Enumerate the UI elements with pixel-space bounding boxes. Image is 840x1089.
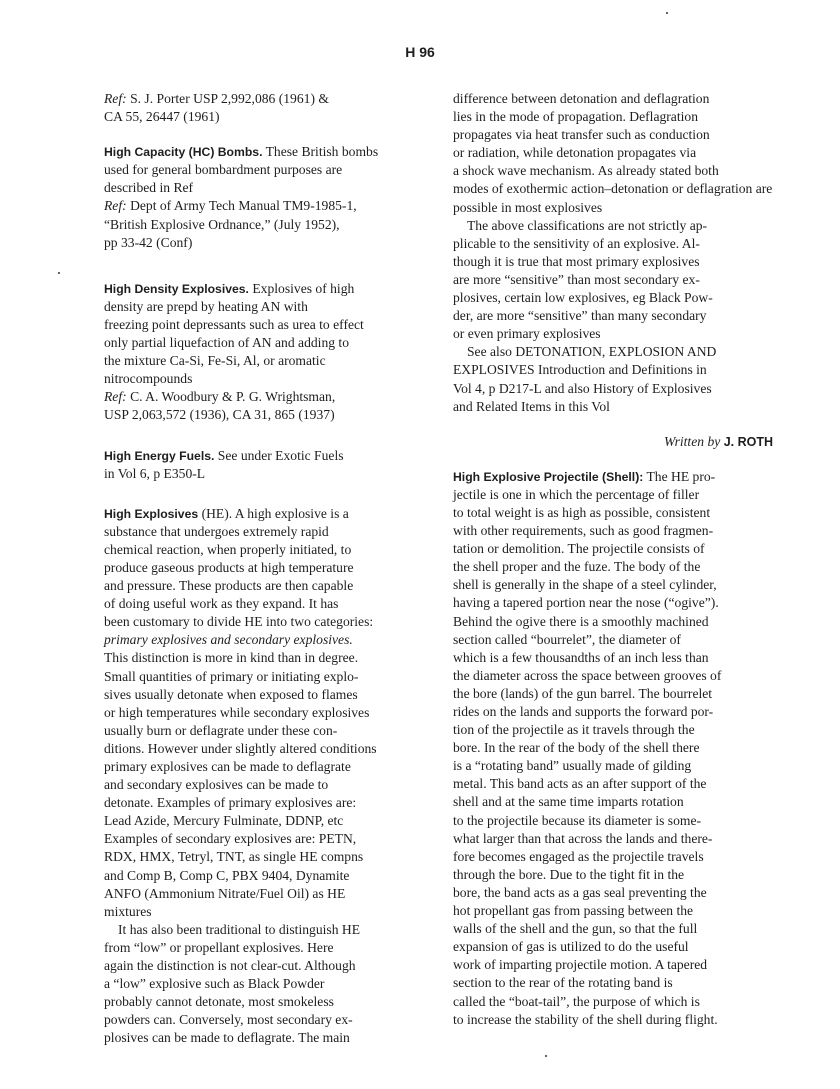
ref-label: Ref: xyxy=(104,389,127,405)
left-column xyxy=(104,90,430,1065)
text-line: These British bombs xyxy=(265,144,379,160)
text-line: density are prepd by heating AN with xyxy=(104,298,308,314)
text-line: USP 2,063,572 (1936), CA 31, 865 (1937) xyxy=(104,407,335,423)
text-line: (HE). A high explosive is a xyxy=(201,505,349,521)
text-line: walls of the shell and the gun, so that the full xyxy=(453,921,698,937)
text-line: and Related Items in this Vol xyxy=(453,398,610,414)
text-line: plosives, certain low explosives, eg Black Pow- xyxy=(453,290,713,306)
text-line: freezing point depressants such as urea to effect xyxy=(104,316,364,332)
text-line: are more “sensitive” than most secondary ex- xyxy=(453,271,700,287)
high-explosives-entry xyxy=(104,505,430,1048)
page-number: H 96 xyxy=(405,44,435,60)
text-line: to total weight is as high as possible, consistent xyxy=(453,504,711,520)
text-line: It has also been traditional to distinguish HE xyxy=(118,921,361,937)
text-line: with other requirements, such as good fragmen- xyxy=(453,523,714,539)
text-line: produce gaseous products at high temperature xyxy=(104,559,354,575)
byline-author: J. ROTH xyxy=(723,434,773,449)
text-line: having a tapered portion near the nose (“ogive”). xyxy=(453,595,719,611)
ref-label: Ref: xyxy=(104,198,127,214)
text-line: of doing useful work as they expand. It has xyxy=(104,596,339,612)
text-line: or high temperatures while secondary explosives xyxy=(104,704,370,720)
text-line: shell and at the same time imparts rotation xyxy=(453,794,684,810)
scan-speck xyxy=(666,12,668,14)
text-line: again the distinction is not clear-cut. Although xyxy=(104,958,356,974)
text-line: sives usually detonate when exposed to flames xyxy=(104,686,358,702)
text-line: substance that undergoes extremely rapid xyxy=(104,523,329,539)
text-line: ditions. However under slightly altered conditions xyxy=(104,740,377,756)
entry-heading: High Capacity (HC) Bombs. xyxy=(104,145,263,160)
text-line: Dept of Army Tech Manual TM9-1985-1, xyxy=(130,198,357,214)
text-line: Lead Azide, Mercury Fulminate, DDNP, etc xyxy=(104,813,344,829)
text-line: usually burn or deflagrate under these con- xyxy=(104,722,338,738)
text-line: ANFO (Ammonium Nitrate/Fuel Oil) as HE xyxy=(104,885,346,901)
text-line: powders can. Conversely, most secondary ex- xyxy=(104,1012,353,1028)
text-line: This distinction is more in kind than in degree. xyxy=(104,650,359,666)
text-line: The above classifications are not strictly ap- xyxy=(467,217,708,233)
text-line: rides on the lands and supports the forward por- xyxy=(453,704,714,719)
text-line: bore. In the rear of the body of the shell there xyxy=(453,740,700,756)
text-line: “British Explosive Ordnance,” (July 1952), xyxy=(104,216,340,232)
text-line: hot propellant gas from passing between the xyxy=(453,903,694,919)
text-line: the diameter across the space between grooves of xyxy=(453,667,722,683)
he-fuels-entry xyxy=(104,447,430,483)
text-line: Explosives of high xyxy=(252,280,355,296)
text-line: The HE pro- xyxy=(646,468,716,484)
text-line: C. A. Woodbury & P. G. Wrightsman, xyxy=(130,389,336,405)
text-line: work of imparting projectile motion. A tapered xyxy=(453,957,708,973)
text-line: mixtures xyxy=(104,903,152,919)
hd-explosives-entry xyxy=(104,280,430,425)
text-line: metal. This band acts as an after support of the xyxy=(453,776,707,792)
text-line: detonate. Examples of primary explosives are: xyxy=(104,795,357,811)
text-line: Behind the ogive there is a smoothly machined xyxy=(453,613,709,629)
ref-label: Ref: xyxy=(104,91,127,106)
text-line: what larger than that across the lands and there- xyxy=(453,830,713,846)
high-explosives-continuation xyxy=(453,90,773,416)
text-line: der, are more “sensitive” than many secondary xyxy=(453,308,707,324)
author-byline xyxy=(453,433,773,451)
text-line: from “low” or propellant explosives. Here xyxy=(104,939,334,955)
text-line: the bore (lands) of the gun barrel. The bourrelet xyxy=(453,685,713,701)
text-line: plosives can be made to deflagrate. The main xyxy=(104,1030,350,1046)
text-line: fore becomes engaged as the projectile travels xyxy=(453,848,704,864)
text-line: or radiation, while detonation propagates via xyxy=(453,145,697,161)
text-line: lies in the mode of propagation. Deflagration xyxy=(453,109,698,125)
text-line: and secondary explosives can be made to xyxy=(104,777,329,793)
entry-heading: High Explosive Projectile (Shell): xyxy=(453,469,644,484)
text-line: shell is generally in the shape of a steel cylinder, xyxy=(453,577,717,593)
text-line: pp 33-42 (Conf) xyxy=(104,234,193,250)
text-line: jectile is one in which the percentage of filler xyxy=(453,486,700,502)
text-line: EXPLOSIVES Introduction and Definitions in xyxy=(453,362,707,378)
text-line: the mixture Ca-Si, Fe-Si, Al, or aromatic xyxy=(104,353,326,369)
scan-speck xyxy=(545,1055,547,1057)
text-line: in Vol 6, p E350-L xyxy=(104,465,206,481)
text-line: possible in most explosives xyxy=(453,199,603,215)
text-line: described in Ref xyxy=(104,180,194,196)
text-line: S. J. Porter USP 2,992,086 (1961) & xyxy=(130,91,329,106)
text-line: a shock wave mechanism. As already stated both xyxy=(453,163,719,179)
text-line: nitrocompounds xyxy=(104,371,193,387)
text-line: or even primary explosives xyxy=(453,326,601,342)
text-line: called the “boat-tail”, the purpose of which is xyxy=(453,993,700,1009)
hc-bombs-entry xyxy=(104,143,430,252)
text-line: expansion of gas is utilized to do the useful xyxy=(453,939,689,955)
text-line: and pressure. These products are then capable xyxy=(104,578,354,594)
text-line: tation or demolition. The projectile consists of xyxy=(453,541,705,557)
right-column xyxy=(453,90,773,1046)
text-line: bore, the band acts as a gas seal preventing the xyxy=(453,884,707,900)
text-line: and Comp B, Comp C, PBX 9404, Dynamite xyxy=(104,867,350,883)
text-line: to the projectile because its diameter is some- xyxy=(453,812,701,828)
text-line: primary explosives and secondary explosives. xyxy=(104,632,353,648)
text-line: which is a few thousandths of an inch less than xyxy=(453,649,709,665)
entry-heading: High Density Explosives. xyxy=(104,281,249,296)
text-line: been customary to divide HE into two categories: xyxy=(104,614,374,630)
text-line: section called “bourrelet”, the diameter of xyxy=(453,631,681,647)
text-line: primary explosives can be made to deflagrate xyxy=(104,759,351,774)
byline-prefix: Written by xyxy=(664,433,721,449)
text-line: modes of exothermic action–detonation or deflagration are xyxy=(453,181,773,197)
text-line: difference between detonation and deflagration xyxy=(453,91,710,106)
hc-reference-entry xyxy=(104,90,430,126)
text-line: RDX, HMX, Tetryl, TNT, as single HE compns xyxy=(104,849,364,865)
text-line: section to the rear of the rotating band is xyxy=(453,975,673,991)
text-line: Vol 4, p D217-L and also History of Explosives xyxy=(453,380,712,396)
text-line: the shell proper and the fuze. The body of the xyxy=(453,559,701,575)
he-projectile-entry xyxy=(453,468,773,1029)
text-line: plicable to the sensitivity of an explosive. Al- xyxy=(453,235,700,251)
text-line: a “low” explosive such as Black Powder xyxy=(104,976,325,992)
entry-heading: High Explosives xyxy=(104,506,199,521)
text-line: to increase the stability of the shell during flight. xyxy=(453,1011,718,1027)
text-line: used for general bombardment purposes are xyxy=(104,162,343,178)
text-line: CA 55, 26447 (1961) xyxy=(104,109,220,125)
text-line: is a “rotating band” usually made of gilding xyxy=(453,758,692,774)
entry-heading: High Energy Fuels. xyxy=(104,448,215,463)
text-line: propagates via heat transfer such as conduction xyxy=(453,127,710,143)
scan-speck xyxy=(58,272,60,274)
text-line: See under Exotic Fuels xyxy=(217,447,344,463)
text-line: tion of the projectile as it travels through the xyxy=(453,722,695,738)
text-line: probably cannot detonate, most smokeless xyxy=(104,994,334,1010)
text-line: Small quantities of primary or initiating explo- xyxy=(104,668,359,684)
text-line: See also DETONATION, EXPLOSION AND xyxy=(467,344,717,360)
text-line: chemical reaction, when properly initiated, to xyxy=(104,541,352,557)
text-line: though it is true that most primary explosives xyxy=(453,253,700,269)
text-line: through the bore. Due to the tight fit in the xyxy=(453,866,685,882)
text-line: only partial liquefaction of AN and adding to xyxy=(104,335,350,351)
text-line: Examples of secondary explosives are: PETN, xyxy=(104,831,357,847)
